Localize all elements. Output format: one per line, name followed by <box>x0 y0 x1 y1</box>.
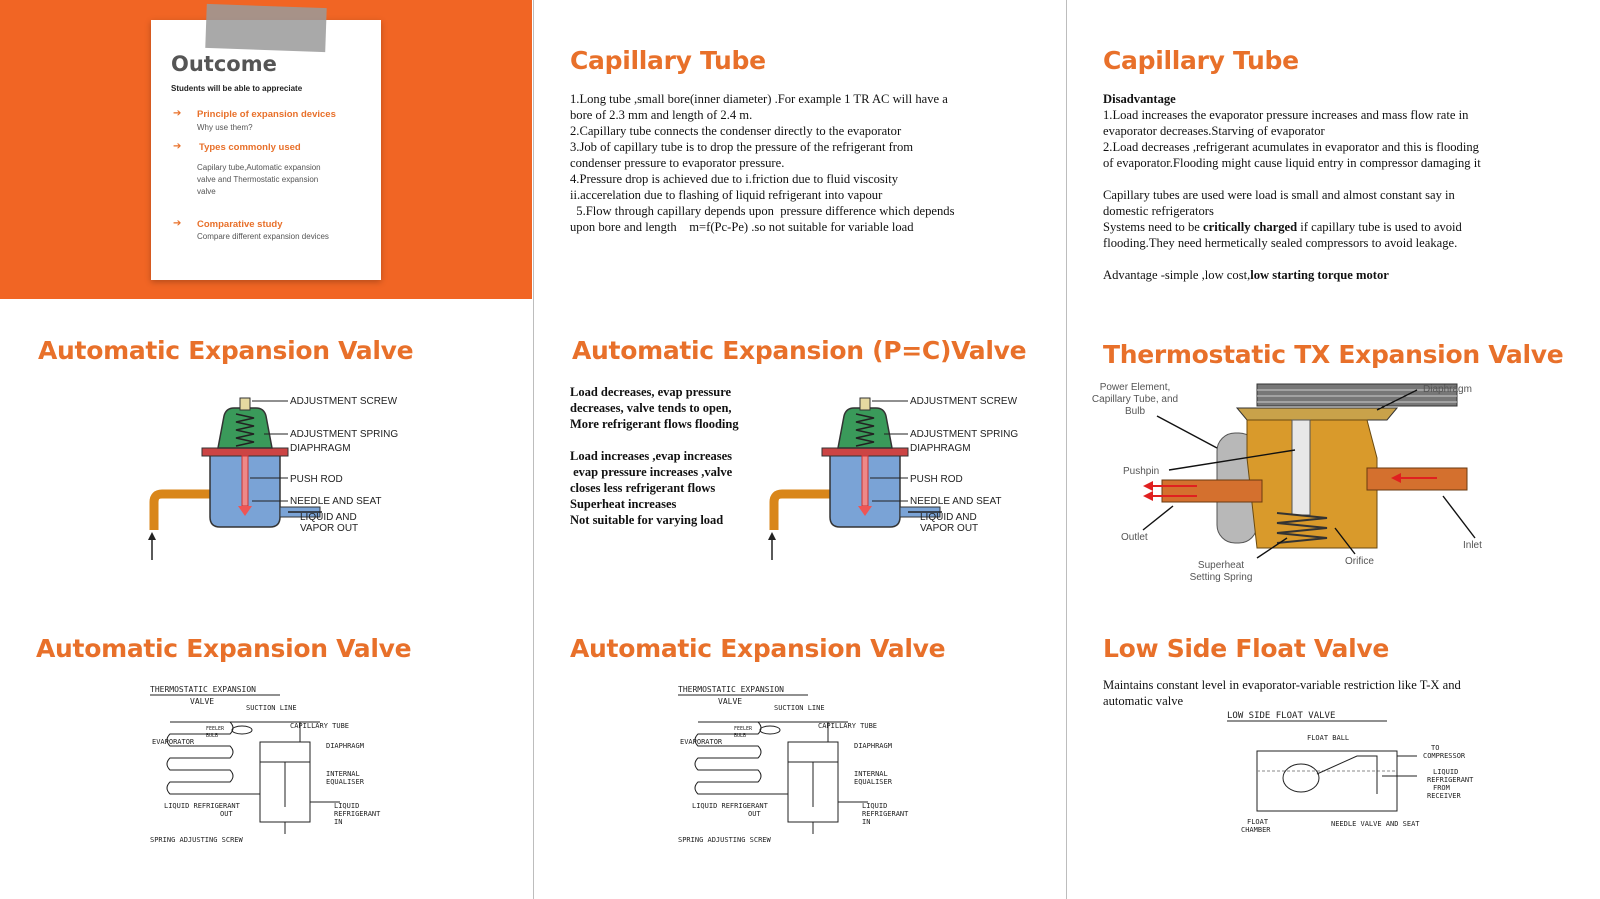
sketch-label: SPRING ADJUSTING SCREW <box>678 836 771 844</box>
body-line: 1.Long tube ,small bore(inner diameter) .For example 1 TR AC will have a <box>570 92 948 106</box>
body-line: Systems need to be critically charged if capillary tube is used to avoid <box>1103 220 1462 234</box>
diagram-label: NEEDLE AND SEAT <box>910 496 1002 507</box>
slide-aev-1[interactable] <box>0 300 532 599</box>
slide-body <box>570 91 954 235</box>
sketch-label: CAPILLARY TUBE <box>818 722 878 730</box>
diagram-label: Bulb <box>1124 406 1146 417</box>
diagram-label: ADJUSTMENT SCREW <box>290 396 398 407</box>
slide-title: Low Side Float Valve <box>1103 634 1390 663</box>
outcome-item-sub: Capilary tube,Automatic expansion <box>197 163 321 172</box>
diagram-label: Diaphragm <box>1423 384 1472 395</box>
diagram-label: Orifice <box>1345 556 1374 567</box>
sketch-label: EQUALISER <box>854 778 892 786</box>
sketch-label: COMPRESSOR <box>1423 752 1466 760</box>
sketch-label: INTERNAL <box>326 770 360 778</box>
body-line: ii.accerelation due to flashing of liquid refrigerant into vapour <box>570 188 883 202</box>
slide-title: Capillary Tube <box>570 46 766 75</box>
slide-capillary-2[interactable] <box>1067 0 1599 299</box>
body-line: closes less refrigerant flows <box>570 481 716 495</box>
slide-title: Thermostatic TX Expansion Valve <box>1103 340 1564 369</box>
slide-float-valve[interactable] <box>1067 600 1599 899</box>
aev-diagram <box>760 392 1060 562</box>
outcome-item-sub: Why use them? <box>197 123 253 132</box>
body-line: Not suitable for varying load <box>570 513 724 527</box>
body-heading: Disadvantage <box>1103 92 1176 106</box>
slide-body <box>570 384 739 528</box>
slide-body <box>1103 677 1461 709</box>
slide-title: Automatic Expansion Valve <box>38 336 414 365</box>
ttx-diagram <box>1077 378 1577 588</box>
sketch-label: FROM <box>1433 784 1450 792</box>
outcome-card <box>151 20 381 280</box>
sketch-label: EVAPORATOR <box>152 738 195 746</box>
body-line: 1.Load increases the evaporator pressure increases and mass flow rate in <box>1103 108 1469 122</box>
diagram-label: Outlet <box>1121 532 1148 543</box>
sketch-label: THERMOSTATIC EXPANSION <box>678 685 784 694</box>
body-line: bore of 2.3 mm and length of 2.4 m. <box>570 108 753 122</box>
sketch-label: FEELER <box>206 726 225 732</box>
sketch-label: NEEDLE VALVE AND SEAT <box>1331 820 1420 828</box>
float-valve-sketch <box>1217 706 1507 846</box>
slide-title: Automatic Expansion Valve <box>36 634 412 663</box>
sketch-label: FLOAT <box>1247 818 1269 826</box>
arrow-right-icon: ➔ <box>173 108 182 119</box>
body-line: Maintains constant level in evaporator-variable restriction like T-X and <box>1103 678 1461 692</box>
body-line: More refrigerant flows flooding <box>570 417 739 431</box>
diagram-label: Setting Spring <box>1189 572 1253 583</box>
diagram-label: LIQUID AND <box>920 512 977 523</box>
diagram-label: Inlet <box>1463 540 1482 551</box>
body-line: 2.Load decreases ,refrigerant acumulates in evaporator and this is flooding <box>1103 140 1479 154</box>
diagram-label: DIAPHRAGM <box>290 443 351 454</box>
card-subtitle: Students will be able to appreciate <box>171 84 303 93</box>
sketch-label: REFRIGERANT <box>334 810 381 818</box>
sketch-label: LIQUID REFRIGERANT <box>692 802 768 810</box>
sketch-label: BULB <box>734 733 747 739</box>
diagram-label: Capillary Tube, and <box>1091 394 1179 405</box>
sketch-label: CHAMBER <box>1241 826 1271 834</box>
slide-capillary-1[interactable] <box>534 0 1066 299</box>
body-line: decreases, valve tends to open, <box>570 401 732 415</box>
sketch-label: OUT <box>748 810 761 818</box>
body-line: Load decreases, evap pressure <box>570 385 732 399</box>
body-line: 4.Pressure drop is achieved due to i.friction due to fluid viscosity <box>570 172 899 186</box>
slide-title: Automatic Expansion (P=C)Valve <box>572 336 1027 365</box>
sketch-label: SPRING ADJUSTING SCREW <box>150 836 243 844</box>
sketch-label: IN <box>862 818 871 826</box>
diagram-label: Power Element, <box>1099 382 1171 393</box>
diagram-label: Superheat <box>1197 560 1245 571</box>
arrow-right-icon: ➔ <box>173 141 182 152</box>
tev-sketch <box>140 682 410 852</box>
outcome-item-sub: Compare different expansion devices <box>197 232 329 241</box>
body-line: automatic valve <box>1103 694 1184 708</box>
slide-aev-sketch-1[interactable] <box>0 600 532 899</box>
sketch-label: LIQUID <box>334 802 360 810</box>
sketch-label: LIQUID REFRIGERANT <box>164 802 240 810</box>
body-line: condenser pressure to evaporator pressure. <box>570 156 785 170</box>
diagram-label: NEEDLE AND SEAT <box>290 496 382 507</box>
diagram-label: VAPOR OUT <box>920 523 979 534</box>
body-line: Load increases ,evap increases <box>570 449 733 463</box>
body-line: evaporator decreases.Starving of evaporator <box>1103 124 1325 138</box>
sketch-label: TO <box>1431 744 1440 752</box>
sketch-label: RECEIVER <box>1427 792 1461 800</box>
body-line: of evaporator.Flooding might cause liquid entry in compressor damaging it <box>1103 156 1481 170</box>
body-line: Superheat increases <box>570 497 677 511</box>
body-line: evap pressure increases ,valve <box>570 465 733 479</box>
slide-title: Automatic Expansion Valve <box>570 634 946 663</box>
outcome-item-sub: valve and Thermostatic expansion <box>197 175 319 184</box>
sketch-label: BULB <box>206 733 219 739</box>
diagram-label: Pushpin <box>1123 466 1160 477</box>
sketch-label: FEELER <box>734 726 753 732</box>
arrow-right-icon: ➔ <box>173 218 182 229</box>
body-line: upon bore and length m=f(Pc-Pe) .so not suitable for variable load <box>570 220 914 234</box>
sketch-label: SUCTION LINE <box>774 704 825 712</box>
slide-aev-pc[interactable] <box>534 300 1066 599</box>
aev-diagram <box>140 392 440 562</box>
sketch-label: DIAPHRAGM <box>854 742 892 750</box>
body-line: Capillary tubes are used were load is small and almost constant say in <box>1103 188 1455 202</box>
tape-decoration <box>205 4 326 52</box>
diagram-label: DIAPHRAGM <box>910 443 971 454</box>
diagram-label: ADJUSTMENT SCREW <box>910 396 1018 407</box>
diagram-label: LIQUID AND <box>300 512 357 523</box>
body-line: 3.Job of capillary tube is to drop the pressure of the refrigerant from <box>570 140 914 154</box>
outcome-item-label: Comparative study <box>197 219 283 230</box>
body-line: 5.Flow through capillary depends upon pressure difference which depends <box>570 204 955 218</box>
diagram-label: PUSH ROD <box>910 474 963 485</box>
sketch-label: DIAPHRAGM <box>326 742 364 750</box>
sketch-label: VALVE <box>718 697 743 706</box>
body-line: Advantage -simple ,low cost,low starting torque motor <box>1103 268 1389 282</box>
sketch-label: REFRIGERANT <box>1427 776 1474 784</box>
diagram-label: ADJUSTMENT SPRING <box>290 429 399 440</box>
sketch-label: VALVE <box>190 697 215 706</box>
card-title: Outcome <box>171 52 277 76</box>
diagram-label: PUSH ROD <box>290 474 343 485</box>
body-line: flooding.They need hermetically sealed compressors to avoid leakage. <box>1103 236 1458 250</box>
sketch-label: THERMOSTATIC EXPANSION <box>150 685 256 694</box>
outcome-item-sub: valve <box>197 187 216 196</box>
outcome-item-label: Principle of expansion devices <box>197 109 336 120</box>
slide-aev-sketch-2[interactable] <box>534 600 1066 899</box>
sketch-label: FLOAT BALL <box>1307 734 1350 742</box>
body-line: 2.Capillary tube connects the condenser directly to the evaporator <box>570 124 902 138</box>
sketch-label: REFRIGERANT <box>862 810 909 818</box>
sketch-label: INTERNAL <box>854 770 888 778</box>
slide-ttx[interactable] <box>1067 300 1599 599</box>
sketch-label: CAPILLARY TUBE <box>290 722 350 730</box>
sketch-label: IN <box>334 818 343 826</box>
body-line: domestic refrigerators <box>1103 204 1214 218</box>
sketch-label: EVAPORATOR <box>680 738 723 746</box>
slide-body <box>1103 91 1481 283</box>
sketch-label: OUT <box>220 810 233 818</box>
diagram-label: ADJUSTMENT SPRING <box>910 429 1019 440</box>
sketch-label: EQUALISER <box>326 778 364 786</box>
sketch-label: LIQUID <box>1433 768 1459 776</box>
slide-outcome[interactable] <box>0 0 532 299</box>
diagram-label: VAPOR OUT <box>300 523 359 534</box>
slide-title: Capillary Tube <box>1103 46 1299 75</box>
sketch-label: SUCTION LINE <box>246 704 297 712</box>
sketch-label: LOW SIDE FLOAT VALVE <box>1227 711 1336 721</box>
outcome-item-label: Types commonly used <box>199 142 301 153</box>
sketch-label: LIQUID <box>862 802 888 810</box>
tev-sketch <box>668 682 938 852</box>
